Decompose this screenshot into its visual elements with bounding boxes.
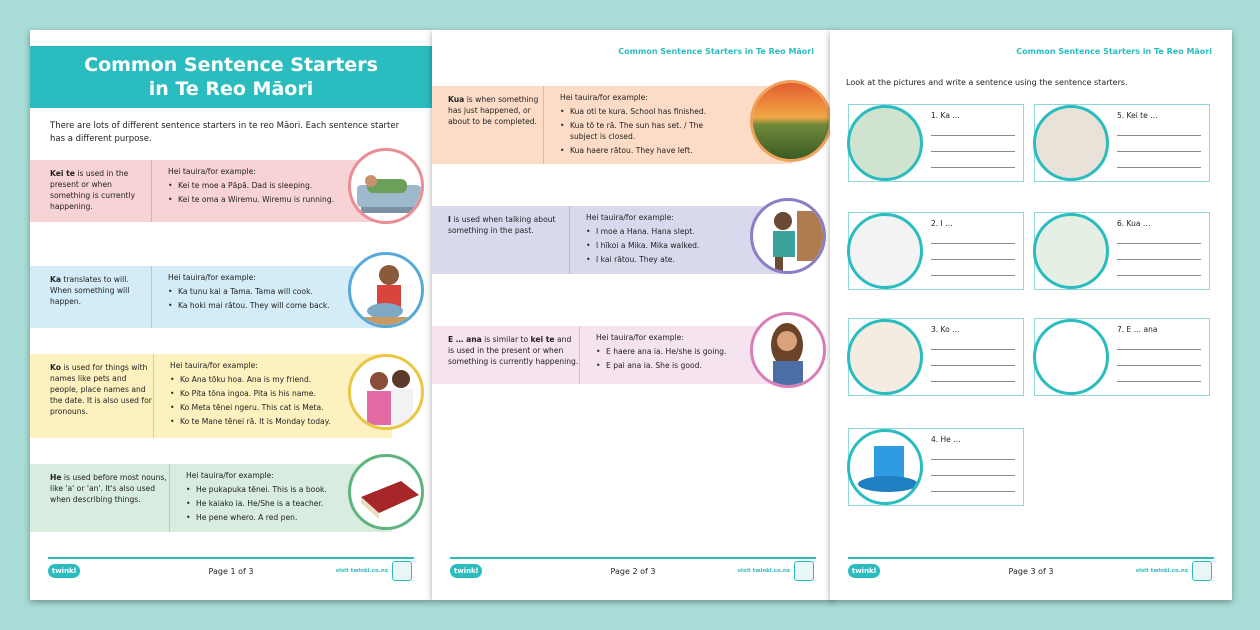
writing-card-4 [848,428,1024,506]
lying-man-illustration [847,213,923,289]
example-item: • Ko Meta tēnei ngeru. This cat is Meta. [170,402,331,413]
visit-link[interactable]: visit twinkl.co.nz [737,568,790,574]
example-item: • E pai ana ia. She is good. [596,360,726,371]
cooking-boy-illustration [348,252,424,328]
smiling-girl-illustration [750,312,826,388]
title-line-1: Common Sentence Starters [84,54,378,76]
example-item: • Ko Pita tōna ingoa. Pita is his name. [170,388,331,399]
sleeping-dad-illustration [348,148,424,224]
section-examples [152,266,330,328]
card-prompt: 2. I … [931,219,953,228]
section-e-ana [432,326,792,384]
quality-badge-icon [392,561,412,581]
section-examples [170,464,327,532]
examples-heading: Hei tauira/for example: [168,273,256,282]
worksheet-page-3 [830,30,1232,600]
instructions: Look at the pictures and write a sentence using the sentence starters. [846,78,1128,87]
bus-stop-illustration [847,105,923,181]
writing-card-7 [1034,318,1210,396]
examples-heading: Hei tauira/for example: [170,361,258,370]
section-description: I is used when talking about something in the past. [432,206,570,274]
example-item: • He pukapuka tēnei. This is a book. [186,484,327,495]
page-header: Common Sentence Starters in Te Reo Māori [618,47,814,56]
section-examples [152,160,334,222]
writing-card-3 [848,318,1024,396]
section-examples [570,206,699,274]
group-eating-illustration [1033,213,1109,289]
top-hat-illustration [847,429,923,505]
section-ko [30,354,392,438]
example-item: • He pene whero. A red pen. [186,512,327,523]
examples-heading: Hei tauira/for example: [168,167,256,176]
section-description: E … ana is similar to kei te and is used in the present or when something is currently happening. [432,326,580,384]
card-prompt: 5. Kei te … [1117,111,1158,120]
intro-text: There are lots of different sentence starters in te reo Māori. Each sentence starter has a different purpose. [50,121,400,144]
example-item: • Ko Ana tōku hoa. Ana is my friend. [170,374,331,385]
example-item: • Ko te Mane tēnei rā. It is Monday today. [170,416,331,427]
section-he [30,464,392,532]
page-number: Page 1 of 3 [208,567,254,576]
example-item: • I hīkoi a Mika. Mika walked. [586,240,699,251]
quality-badge-icon [1192,561,1212,581]
example-item: • Kua haere rātou. They have left. [560,145,710,156]
friends-illustration [348,354,424,430]
example-item: • E haere ana ia. He/she is going. [596,346,726,357]
writing-card-5 [1034,104,1210,182]
example-item: • I kai rātou. They ate. [586,254,699,265]
card-prompt: 4. He … [931,435,961,444]
card-prompt: 6. Kua … [1117,219,1151,228]
examples-heading: Hei tauira/for example: [586,213,674,222]
example-item: • He kaiako ia. He/She is a teacher. [186,498,327,509]
section-i [432,206,792,274]
sunset-illustration [750,80,832,162]
card-prompt: 3. Ko … [931,325,960,334]
section-examples [154,354,331,438]
twinkl-logo: twinkl [848,564,880,578]
section-description: Kua is when something has just happened, or about to be completed. [432,86,544,164]
example-item: • Ka hoki mai rātou. They will come back. [168,300,330,311]
worksheet-page-1 [30,30,432,600]
card-prompt: 1. Ka … [931,111,960,120]
example-item: • I moe a Hana. Hana slept. [586,226,699,237]
book-illustration [348,454,424,530]
section-description: Kei te is used in the present or when something is currently happening. [30,160,152,222]
example-item: • Kua tō te rā. The sun has set. / The subject is closed. [560,120,710,142]
footer-divider [848,557,1214,559]
worksheet-page-2 [432,30,834,600]
section-description: Ko is used for things with names like pets and people, place names and the date. It is also used for pronouns. [30,354,154,438]
girl-thumbs-up-illustration [847,319,923,395]
example-item: • Kei te moe a Pāpā. Dad is sleeping. [168,180,334,191]
section-ka [30,266,392,328]
page-number: Page 2 of 3 [610,567,656,576]
visit-link[interactable]: visit twinkl.co.nz [1135,568,1188,574]
writing-card-2 [848,212,1024,290]
page-number: Page 3 of 3 [1008,567,1054,576]
chef-illustration [1033,105,1109,181]
sitting-woman-illustration [750,198,826,274]
twinkl-logo: twinkl [48,564,80,578]
section-kua [432,86,792,164]
section-kei-te [30,160,392,222]
twinkl-logo: twinkl [450,564,482,578]
visit-link[interactable]: visit twinkl.co.nz [335,568,388,574]
section-examples [580,326,726,384]
card-prompt: 7. E … ana [1117,325,1158,334]
page-header: Common Sentence Starters in Te Reo Māori [1016,47,1212,56]
section-examples [544,86,710,164]
example-item: • Kei te oma a Wiremu. Wiremu is running. [168,194,334,205]
section-description: He is used before most nouns, like 'a' or 'an'. It's also used when describing things. [30,464,170,532]
walking-boy-illustration [1033,319,1109,395]
example-item: • Ka tunu kai a Tama. Tama will cook. [168,286,330,297]
examples-heading: Hei tauira/for example: [186,471,274,480]
footer-divider [450,557,816,559]
quality-badge-icon [794,561,814,581]
examples-heading: Hei tauira/for example: [560,93,648,102]
page-title [30,46,432,108]
section-description: Ka translates to will. When something will happen. [30,266,152,328]
footer-divider [48,557,414,559]
writing-card-1 [848,104,1024,182]
example-item: • Kua oti te kura. School has finished. [560,106,710,117]
writing-card-6 [1034,212,1210,290]
examples-heading: Hei tauira/for example: [596,333,684,342]
title-line-2: in Te Reo Māori [148,78,314,100]
